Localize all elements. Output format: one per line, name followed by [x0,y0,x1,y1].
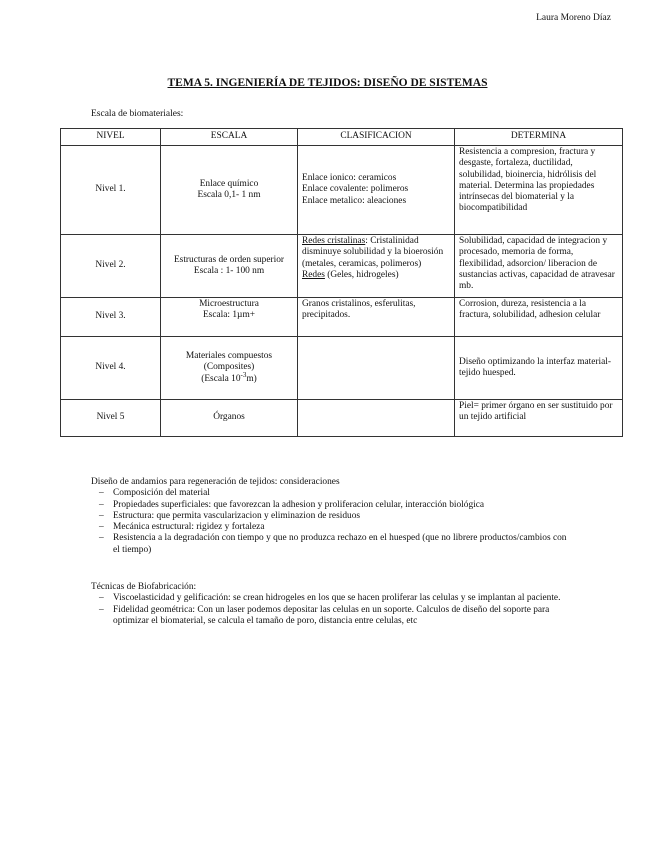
author-name: Laura Moreno Díaz [536,13,611,23]
page-title: TEMA 5. INGENIERÍA DE TEJIDOS: DISEÑO DE SISTEMAS [167,77,488,89]
clasificacion-cell: Granos cristalinos, esferulitas, precipitados. [298,298,455,337]
escala-cell [161,146,298,235]
andamios-list [91,488,571,556]
table-caption: Escala de biomateriales: [91,109,184,119]
list-item: – Mecánica estructural: rigidez y fortaleza [91,522,571,533]
biofabricacion-list [91,593,571,627]
escala-cell [161,337,298,400]
escala-line [165,370,293,385]
clasificacion-term: Redes [302,269,325,280]
clasificacion-cell [298,235,455,298]
clasificacion-line: Enlace ionico: ceramicos [302,173,397,184]
header-nivel: NIVEL [61,129,161,146]
clasificacion-cell [298,146,455,235]
list-item: – Propiedades superficiales: que favorezcan la adhesion y proliferacion celular, interacción biológica [91,500,571,511]
clasificacion-term: Redes cristalinas [302,236,366,246]
table-row [61,298,623,337]
andamios-heading: Diseño de andamios para regeneración de tejidos: consideraciones [91,477,340,487]
escala-cell: Órganos [161,400,298,437]
determina-cell: Corrosion, dureza, resistencia a la fractura, solubilidad, adhesion celular [455,298,623,337]
clasificacion-line: Enlace metalico: aleaciones [302,195,407,206]
escala-line: Escala 0,1- 1 nm [197,190,261,200]
biofabricacion-heading: Técnicas de Biofabricación: [91,582,197,592]
header-escala: ESCALA [161,129,298,146]
clasificacion-text: (Geles, hidrogeles) [324,269,399,280]
clasificacion-text: : Cristalinidad disminuye solubilidad y la bioerosión (metales, ceramicas, polimeros) [302,236,444,269]
header-determina: DETERMINA [455,129,623,146]
table-header-row [61,129,623,146]
escala-line: Materiales compuestos [185,351,273,362]
escala-cell [161,298,298,337]
clasificacion-cell [298,400,455,437]
determina-cell: Resistencia a compresion, fractura y desgaste, fortaleza, ductilidad, solubilidad, bioinercia, hidrólisis del material. Determina las propiedades intrínsecas del biomaterial y la biocompatibilidad [455,146,623,235]
determina-cell: Piel= primer órgano en ser sustituido por un tejido artificial [455,400,623,437]
escala-line: Enlace químico [199,178,259,189]
biomaterials-scale-table [60,128,623,437]
escala-cell: Estructuras de orden superior Escala : 1- 100 nm [161,235,298,298]
header-clasificacion: CLASIFICACION [298,129,455,146]
list-item: – Fidelidad geométrica: Con un laser podemos depositar las celulas en un soporte. Calculos de diseño del soporte para optimizar el biomaterial, se calcula el tamaño de poro, distancia entre celulas, etc [91,605,571,628]
nivel-cell: Nivel 3. [61,298,161,337]
determina-cell: Diseño optimizando la interfaz material-tejido huesped. [455,337,623,400]
determina-cell: Solubilidad, capacidad de integracion y procesado, memoria de forma, flexibilidad, adsorcion/ liberacion de sustancias activas, capacidad de atravesar mb. [455,235,623,298]
nivel-cell: Nivel 1. [61,146,161,235]
list-item: – Estructura: que permita vascularizacion y eliminazion de residuos [91,511,571,522]
escala-text: (Escala 10 [201,373,241,384]
nivel-cell: Nivel 4. [61,337,161,400]
table-row [61,146,623,235]
clasificacion-cell [298,337,455,400]
escala-line: Microestructura [199,299,259,309]
escala-line: (Composites) [203,362,255,373]
escala-text: m) [246,373,257,384]
escala-line: Escala: 1µm+ [202,310,256,321]
nivel-cell: Nivel 2. [61,235,161,298]
andamios-section [91,477,571,556]
list-item: – Viscoelasticidad y gelificación: se crean hidrogeles en los que se hacen proliferar las celulas y se implantan al paciente. [91,593,571,604]
table-row [61,337,623,400]
biofabricacion-section [91,582,571,627]
clasificacion-line: Enlace covalente: polimeros [302,184,409,195]
list-item: – Resistencia a la degradación con tiempo y que no produzca rechazo en el huesped (que no librere productos/cambios con el tiempo) [91,533,571,556]
list-item: – Composición del material [91,488,571,499]
escala-exponent: -3 [240,370,247,379]
table-row [61,235,623,298]
table-row [61,400,623,437]
nivel-cell: Nivel 5 [61,400,161,437]
